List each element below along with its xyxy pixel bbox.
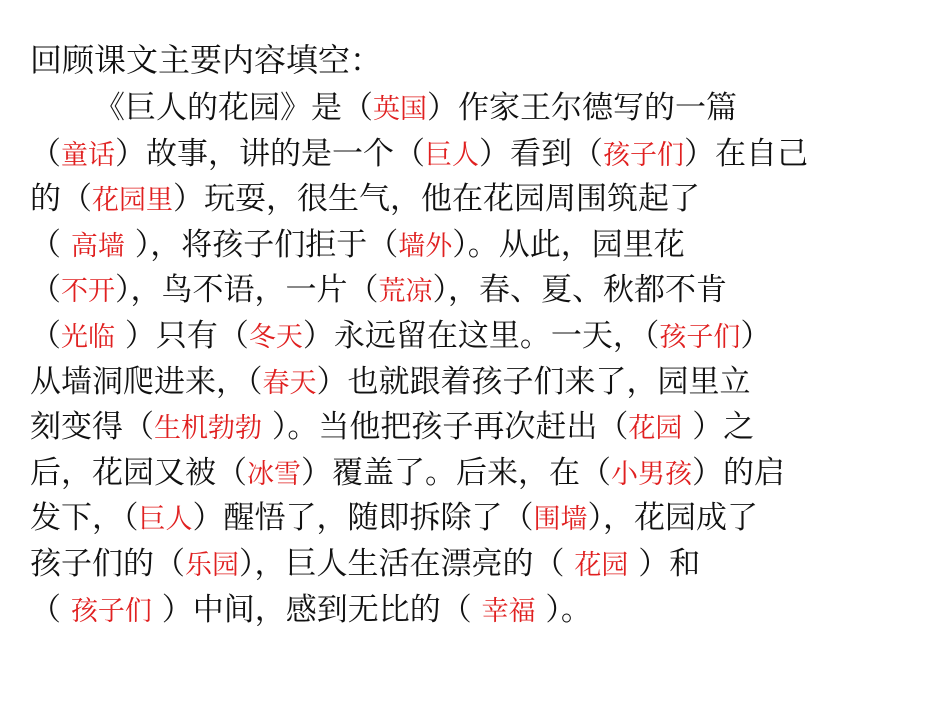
answer-text: 墙外 [398,230,453,262]
passage-text: （ [30,317,61,354]
passage-text: 的（ [30,181,92,218]
passage-line [30,177,930,223]
answer-text: 英国 [373,94,427,125]
passage-line [30,588,930,634]
answer-text: 冰雪 [247,458,301,490]
passage-text: （ [30,591,71,628]
passage-line [30,360,930,406]
passage-line [30,223,930,269]
passage-line [30,405,930,451]
passage-line [30,542,930,588]
passage-text: ）永远留在这里。一天，（ [302,317,660,354]
answer-text: 光临 [61,321,115,353]
passage-text: ）只有（ [115,317,249,354]
passage-line [30,268,930,314]
passage-text: ），巨人生活在漂亮的（ [239,545,575,582]
passage-text: ）。从此，园里花 [452,226,685,263]
passage-text: 《巨人的花园》是（ [94,90,373,126]
passage-text: 刻变得（ [30,409,154,446]
answer-text: 荒凉 [378,276,433,308]
passage-line [30,314,930,360]
passage-line [30,86,930,132]
passage-text: ）故事，讲的是一个（ [115,135,425,172]
answer-text: 冬天 [248,321,303,353]
passage-text: ）看到（ [479,135,603,172]
passage-text: ）。当他把孩子再次赶出（ [262,409,629,446]
passage-text: ）中间，感到无比的（ [151,591,482,628]
passage-line [30,132,930,178]
passage-line [30,496,930,542]
passage-text: ）在自己 [684,135,808,172]
answer-text: 不开 [61,276,115,308]
passage-text: 后，花园又被（ [30,454,247,491]
passage-text: （ [30,226,71,263]
passage-text: ），春、夏、秋都不肯 [432,272,727,309]
passage-text: ）覆盖了。后来，在（ [301,454,611,491]
answer-text: 孩子们 [659,321,741,353]
answer-text: 巨人 [425,139,479,171]
passage-text: ），花园成了 [587,500,758,537]
passage-line [30,451,930,497]
answer-text: 围墙 [533,504,588,536]
answer-text: 巨人 [138,504,193,536]
answer-text: 童话 [61,139,115,171]
passage-text: 发下，（ [30,500,139,537]
passage-text: ）玩耍，很生气，他在花园周围筑起了 [173,181,700,218]
fill-in-passage [30,86,930,633]
passage-text: ）作家王尔德写的一篇 [427,90,737,126]
answer-text: 花园 [574,549,629,581]
passage-text: （ [30,135,61,172]
answer-text: 小男孩 [611,458,692,490]
passage-text: 孩子们的（ [30,545,185,582]
passage-text: 从墙洞爬进来，（ [30,363,263,400]
answer-text: 花园里 [92,185,173,217]
passage-text: ）的启 [692,454,785,491]
answer-text: 孩子们 [70,595,152,627]
passage-text: ）。 [535,591,592,628]
answer-text: 乐园 [185,549,239,581]
passage-text: ）和 [628,545,701,582]
passage-text: （ [30,272,61,309]
answer-text: 高墙 [70,230,125,262]
answer-text: 孩子们 [603,139,684,171]
passage-text: ），将孩子们拒于（ [124,226,399,263]
passage-text: ） [740,317,772,354]
answer-text: 花园 [628,413,683,445]
answer-text: 春天 [262,367,317,399]
passage-text: ）也就跟着孩子们来了，园里立 [316,363,751,400]
passage-text: ）之 [682,409,755,446]
answer-text: 生机勃勃 [154,413,262,445]
exercise-heading: 回顾课文主要内容填空： [30,41,383,79]
passage-text: ）醒悟了，随即拆除了（ [192,500,534,537]
passage-text: ），鸟不语，一片（ [115,272,379,309]
answer-text: 幸福 [481,595,536,627]
